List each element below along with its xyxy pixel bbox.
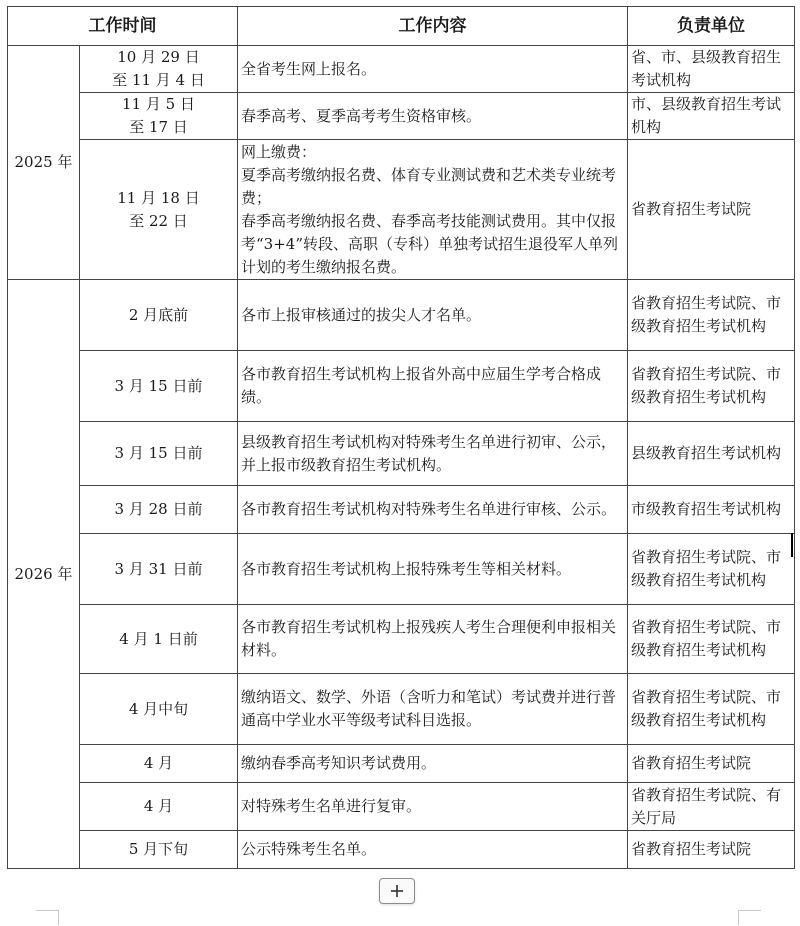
unit-cell: 省教育招生考试院、市级教育招生考试机构 <box>628 351 795 422</box>
add-row-button[interactable] <box>379 878 415 904</box>
time-cell: 10 月 29 日 至 11 月 4 日 <box>80 46 238 93</box>
unit-cell: 省教育招生考试院 <box>628 745 795 783</box>
content-cell: 各市教育招生考试机构上报残疾人考生合理便利申报相关材料。 <box>238 605 628 674</box>
time-cell: 3 月 31 日前 <box>80 534 238 605</box>
content-cell: 春季高考、夏季高考考生资格审核。 <box>238 93 628 140</box>
table-row <box>8 534 795 605</box>
content-cell: 各市上报审核通过的拔尖人才名单。 <box>238 280 628 351</box>
content-cell: 网上缴费： 夏季高考缴纳报名费、体育专业测试费和艺术类专业统考费； 春季高考缴纳报名费、春季高考技能测试费用。其中仅报考“3+4”转段、高职（专科）单独考试招生退役军人单列计划的考生缴纳报名费。 <box>238 140 628 280</box>
content-cell: 对特殊考生名单进行复审。 <box>238 783 628 831</box>
time-cell: 4 月 <box>80 745 238 783</box>
content-cell: 县级教育招生考试机构对特殊考生名单进行初审、公示，并上报市级教育招生考试机构。 <box>238 422 628 486</box>
header-unit: 负责单位 <box>628 7 795 46</box>
time-cell: 3 月 15 日前 <box>80 422 238 486</box>
table-row <box>8 605 795 674</box>
content-cell: 各市教育招生考试机构对特殊考生名单进行审核、公示。 <box>238 486 628 534</box>
table-row <box>8 140 795 280</box>
year-cell-2026: 2026 年 <box>8 280 80 869</box>
table-header-row <box>8 7 795 46</box>
table-row <box>8 93 795 140</box>
unit-cell: 省教育招生考试院、市级教育招生考试机构 <box>628 605 795 674</box>
unit-cell: 省教育招生考试院、市级教育招生考试机构 <box>628 534 795 605</box>
table-row <box>8 674 795 745</box>
unit-cell: 省教育招生考试院 <box>628 831 795 869</box>
unit-cell: 省教育招生考试院 <box>628 140 795 280</box>
content-cell: 各市教育招生考试机构上报特殊考生等相关材料。 <box>238 534 628 605</box>
content-cell: 缴纳春季高考知识考试费用。 <box>238 745 628 783</box>
page-corner-mark-left <box>36 910 59 925</box>
plus-icon <box>390 884 404 898</box>
time-cell: 11 月 18 日 至 22 日 <box>80 140 238 280</box>
time-cell: 5 月下旬 <box>80 831 238 869</box>
unit-cell: 省教育招生考试院、市级教育招生考试机构 <box>628 280 795 351</box>
unit-cell: 省教育招生考试院、市级教育招生考试机构 <box>628 674 795 745</box>
time-cell: 11 月 5 日 至 17 日 <box>80 93 238 140</box>
table-row <box>8 351 795 422</box>
time-cell: 3 月 15 日前 <box>80 351 238 422</box>
content-cell: 全省考生网上报名。 <box>238 46 628 93</box>
table-row <box>8 486 795 534</box>
time-cell: 4 月中旬 <box>80 674 238 745</box>
year-cell-2025: 2025 年 <box>8 46 80 280</box>
table-row <box>8 46 795 93</box>
header-content: 工作内容 <box>238 7 628 46</box>
unit-cell: 市级教育招生考试机构 <box>628 486 795 534</box>
table-row <box>8 745 795 783</box>
text-cursor <box>791 533 793 557</box>
schedule-table <box>7 6 795 869</box>
content-cell: 公示特殊考生名单。 <box>238 831 628 869</box>
time-cell: 3 月 28 日前 <box>80 486 238 534</box>
content-cell: 缴纳语文、数学、外语（含听力和笔试）考试费并进行普通高中学业水平等级考试科目选报。 <box>238 674 628 745</box>
unit-cell: 省、市、县级教育招生考试机构 <box>628 46 795 93</box>
content-cell: 各市教育招生考试机构上报省外高中应届生学考合格成绩。 <box>238 351 628 422</box>
unit-cell: 市、县级教育招生考试机构 <box>628 93 795 140</box>
time-cell: 2 月底前 <box>80 280 238 351</box>
table-row <box>8 422 795 486</box>
header-time: 工作时间 <box>8 7 238 46</box>
time-cell: 4 月 <box>80 783 238 831</box>
table-row <box>8 783 795 831</box>
unit-cell: 省教育招生考试院、有关厅局 <box>628 783 795 831</box>
page-corner-mark-right <box>738 910 761 925</box>
unit-cell: 县级教育招生考试机构 <box>628 422 795 486</box>
table-row <box>8 280 795 351</box>
table-row <box>8 831 795 869</box>
time-cell: 4 月 1 日前 <box>80 605 238 674</box>
